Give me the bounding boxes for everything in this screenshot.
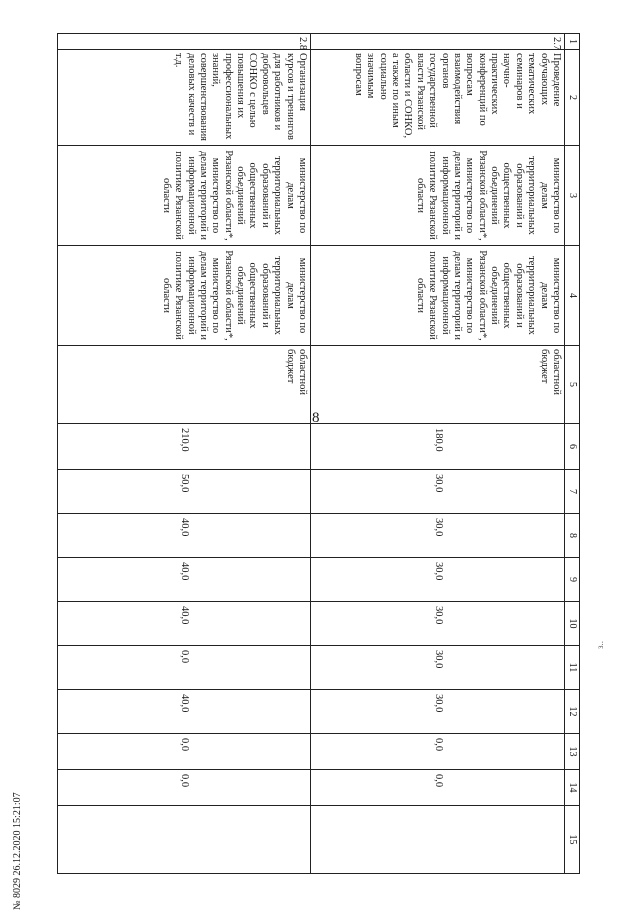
header-row — [565, 34, 580, 874]
header-cell: 1 — [565, 34, 580, 50]
document-footer — [12, 720, 182, 920]
year-cell: 0,0 — [311, 770, 565, 806]
funding-source-cell: областной бюджет — [311, 346, 565, 424]
header-cell: 5 — [565, 346, 580, 424]
year-cell: 40,0 — [58, 602, 311, 646]
year-cell: 40,0 — [58, 514, 311, 558]
event-cell: Проведение обучающих тематических семинаров и научно-практических конференций по вопросам взаимодействия органов государственной власти Рязанской области и СОНКО, а также по иным социально значимым вопросам — [311, 50, 565, 146]
total-cell: 210,0 — [58, 424, 311, 470]
row-number: 2.8 — [58, 34, 311, 50]
header-cell: 7 — [565, 470, 580, 514]
row-number: 2.7 — [311, 34, 565, 50]
year-cell: 40,0 — [58, 690, 311, 734]
event-cell: Организация курсов и тренингов для работников и добровольцев СОНКО с целью повышения их профессиональных знаний, совершенствования деловых качеств и т.д. — [58, 50, 311, 146]
header-cell: 12 — [565, 690, 580, 734]
header-cell: 10 — [565, 602, 580, 646]
year-cell: 40,0 — [58, 558, 311, 602]
page-number: 8 — [312, 410, 320, 426]
coexecutor-cell: министерство по делам территориальных образований и общественных объединений Рязанской области*, министерство по делам территорий и информационной политике Рязанской области — [311, 246, 565, 346]
year-cell: 30,0 — [311, 602, 565, 646]
year-cell: 0,0 — [58, 770, 311, 806]
year-cell: 0,0 — [58, 646, 311, 690]
header-cell: 9 — [565, 558, 580, 602]
rotated-page-content — [0, 33, 580, 845]
total-cell: 180,0 — [311, 424, 565, 470]
header-cell: 11 — [565, 646, 580, 690]
header-cell: 6 — [565, 424, 580, 470]
faint-stamp: з.. — [595, 640, 606, 650]
header-cell: 4 — [565, 246, 580, 346]
table-row — [311, 34, 565, 874]
header-cell: 3 — [565, 146, 580, 246]
header-cell: 8 — [565, 514, 580, 558]
header-cell: 14 — [565, 770, 580, 806]
year-cell: 30,0 — [311, 558, 565, 602]
year-cell: 30,0 — [311, 646, 565, 690]
executor-cell: министерство по делам территориальных образований и общественных объединений Рязанской области*, министерство по делам территорий и информационной политике Рязанской области — [311, 146, 565, 246]
year-cell: 30,0 — [311, 514, 565, 558]
year-cell: 0,0 — [311, 734, 565, 770]
year-cell: 30,0 — [311, 690, 565, 734]
note-cell — [311, 806, 565, 874]
header-cell: 2 — [565, 50, 580, 146]
coexecutor-cell: министерство по делам территориальных образований и общественных объединений Рязанской области*, министерство по делам территорий и информационной политике Рязанской области — [58, 246, 311, 346]
executor-cell: министерство по делам территориальных образований и общественных объединений Рязанской области*, министерство по делам территорий и информационной политике Рязанской области — [58, 146, 311, 246]
registration-label: № 8029 26.12.2020 15:21:07 — [12, 792, 23, 910]
year-cell: 0,0 — [58, 734, 311, 770]
header-cell: 15 — [565, 806, 580, 874]
header-cell: 13 — [565, 734, 580, 770]
year-cell: 50,0 — [58, 470, 311, 514]
funding-source-cell: областной бюджет — [58, 346, 311, 424]
year-cell: 30,0 — [311, 470, 565, 514]
